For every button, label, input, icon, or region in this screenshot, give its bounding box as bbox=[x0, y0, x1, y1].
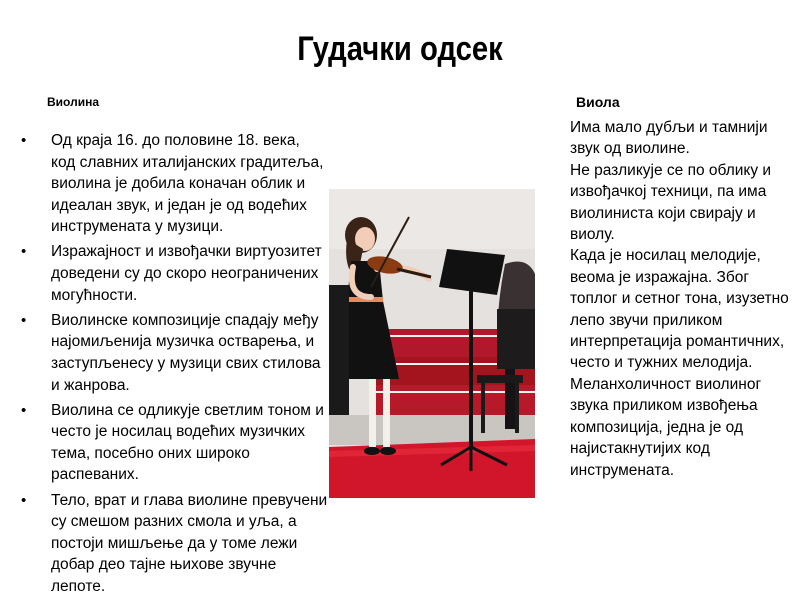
viola-paragraph: Када је носилац мелодије, веома је изражајна. Због топлог и сетног тона, изузетно лепо звучи приликом интерпретација романтичних, често и тужних мелодија. bbox=[570, 247, 789, 372]
viola-description bbox=[570, 117, 792, 481]
violin-bullet: • Виолинске композиције спадају међу најомиљенија музичка остварења, и заступљенесу у музици свих стилова и жанрова. bbox=[18, 310, 328, 396]
viola-paragraph: Не разликује се по облику и извођачкој техници, па има виолиниста који свирају и виолу. bbox=[570, 161, 772, 244]
viola-heading: Виола bbox=[576, 94, 620, 110]
violin-bullet: • Изражајност и извођачки виртуозитет доведени су до скоро неограничених могућности. bbox=[18, 241, 328, 306]
violin-bullet: • Тело, врат и глава виолине превучени су смешом разних смола и уља, а постоји мишљење да у томе лежи добар део тајне њихове звучне лепоте. bbox=[18, 490, 328, 598]
violin-bullet: • Од краја 16. до половине 18. века, код славних италијанских градитеља, виолина је добила коначан облик и идеалан звук, и један је од водећих инструмената у музици. bbox=[18, 130, 328, 238]
violin-bullet-list bbox=[18, 130, 328, 601]
violinist-photo bbox=[329, 189, 535, 498]
violin-bullet: • Виолина се одликује светлим тоном и често је носилац водећих музичких тема, посебно оних широко распеваних. bbox=[18, 400, 328, 486]
viola-paragraph: Меланхоличност виолиног звука приликом извођења композиција, једна је од најистакнутијих код инструмената. bbox=[570, 375, 762, 479]
violinist-photo-illustration bbox=[329, 189, 535, 498]
viola-paragraph: Има мало дубљи и тамнији звук од виолине. bbox=[570, 119, 768, 158]
slide-title: Гудачки одсек bbox=[297, 30, 503, 68]
violin-heading: Виолина bbox=[47, 95, 99, 109]
